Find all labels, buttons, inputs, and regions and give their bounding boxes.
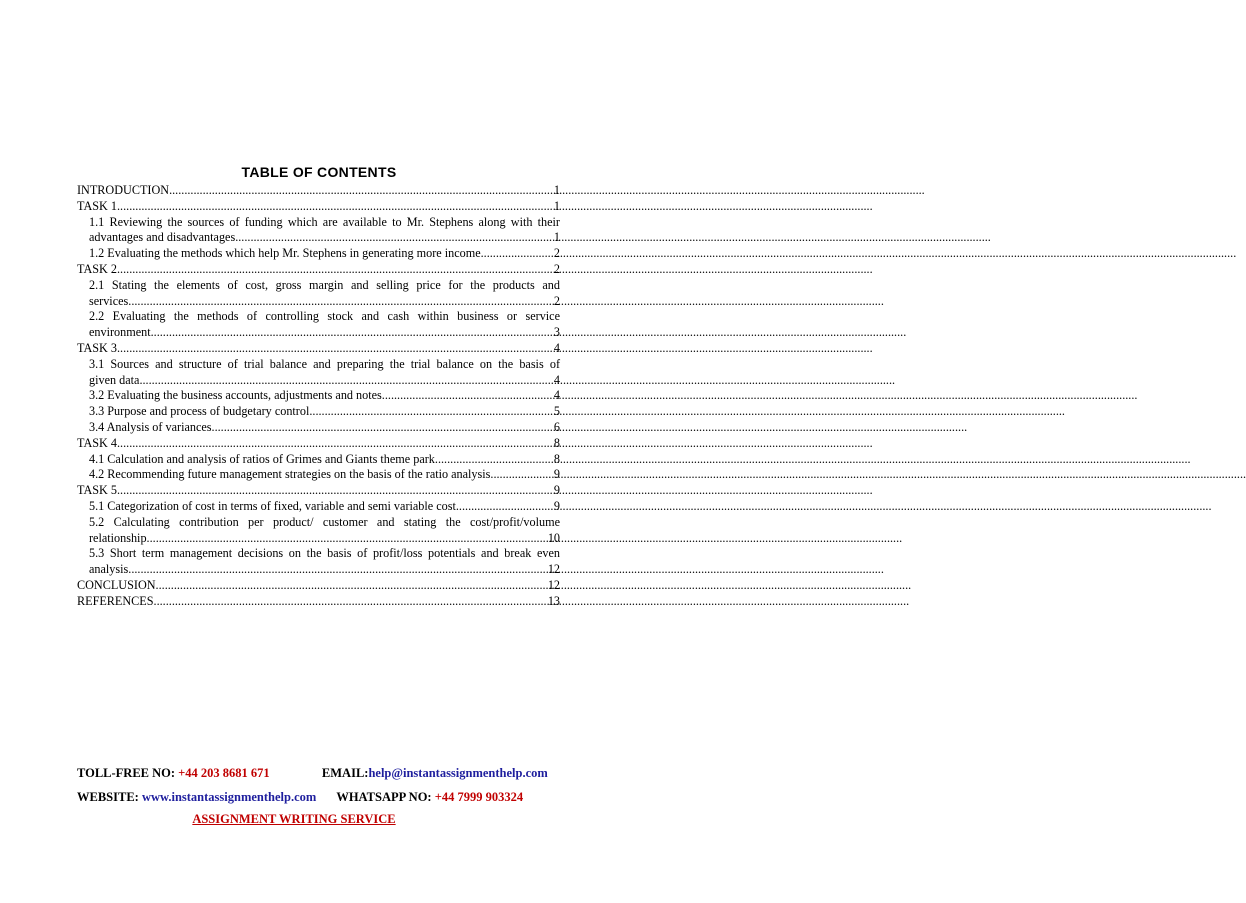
email-label: EMAIL: [321,766,369,780]
tollfree-label: TOLL-FREE NO: [77,766,179,780]
toc-entry-3-2[interactable]: 3.2 Evaluating the business accounts, adjustments and notes ..... 4 [77,388,560,404]
tollfree-number[interactable]: +44 203 8681 671 [178,766,270,780]
toc-entry-1-1[interactable]: 1.1 Reviewing the sources of funding which are available to Mr. Stephens along with their advantages and disadvantages ..... 1 [77,215,560,247]
email-link[interactable]: help@instantassignmenthelp.com [368,766,548,780]
toc-entry-task-2[interactable]: TASK 2 ..... 2 [77,262,560,278]
whatsapp-label: WHATSAPP NO: [336,790,435,804]
toc-entry-3-3[interactable]: 3.3 Purpose and process of budgetary control ..... 5 [77,404,560,420]
toc-entry-3-4[interactable]: 3.4 Analysis of variances ..... 6 [77,420,560,436]
footer-contact-line [77,766,567,781]
toc-entry-task-1[interactable]: TASK 1 ..... 1 [77,199,560,215]
toc-entry-task-3[interactable]: TASK 3 ..... 4 [77,341,560,357]
toc-entry-references[interactable]: REFERENCES ..... 13 [77,594,560,610]
toc-entry-task-5[interactable]: TASK 5 ..... 9 [77,483,560,499]
toc-entry-conclusion[interactable]: CONCLUSION ..... 12 [77,578,560,594]
website-label: WEBSITE: [77,790,142,804]
toc-entry-4-1[interactable]: 4.1 Calculation and analysis of ratios of Grimes and Giants theme park ..... 8 [77,452,560,468]
toc-entry-4-2[interactable]: 4.2 Recommending future management strategies on the basis of the ratio analysis ..... 9 [77,467,560,483]
service-link[interactable]: ASSIGNMENT WRITING SERVICE [192,812,396,826]
toc-entry-2-2[interactable]: 2.2 Evaluating the methods of controlling stock and cash within business or service environment ..... 3 [77,309,560,341]
toc-entry-3-1[interactable]: 3.1 Sources and structure of trial balance and preparing the trial balance on the basis of given data ..... 4 [77,357,560,389]
toc-entry-introduction[interactable]: INTRODUCTION ..... 1 [77,183,560,199]
toc-entry-5-1[interactable]: 5.1 Categorization of cost in terms of fixed, variable and semi variable cost ..... 9 [77,499,560,515]
footer-service-line [0,812,588,827]
toc-entry-5-2[interactable]: 5.2 Calculating contribution per product/ customer and stating the cost/profit/volume relationship ..... 10 [77,515,560,547]
toc-title: TABLE OF CONTENTS [241,164,397,180]
whatsapp-number[interactable]: +44 7999 903324 [434,790,524,804]
toc-entry-task-4[interactable]: TASK 4 ..... 8 [77,436,560,452]
website-link[interactable]: www.instantassignmenthelp.com [141,790,317,804]
table-of-contents [77,183,560,610]
toc-entry-2-1[interactable]: 2.1 Stating the elements of cost, gross margin and selling price for the products and services ..... 2 [77,278,560,310]
toc-entry-5-3[interactable]: 5.3 Short term management decisions on the basis of profit/loss potentials and break even analysis ..... 12 [77,546,560,578]
toc-entry-1-2[interactable]: 1.2 Evaluating the methods which help Mr. Stephens in generating more income ..... 2 [77,246,560,262]
footer-web-line [77,790,567,805]
